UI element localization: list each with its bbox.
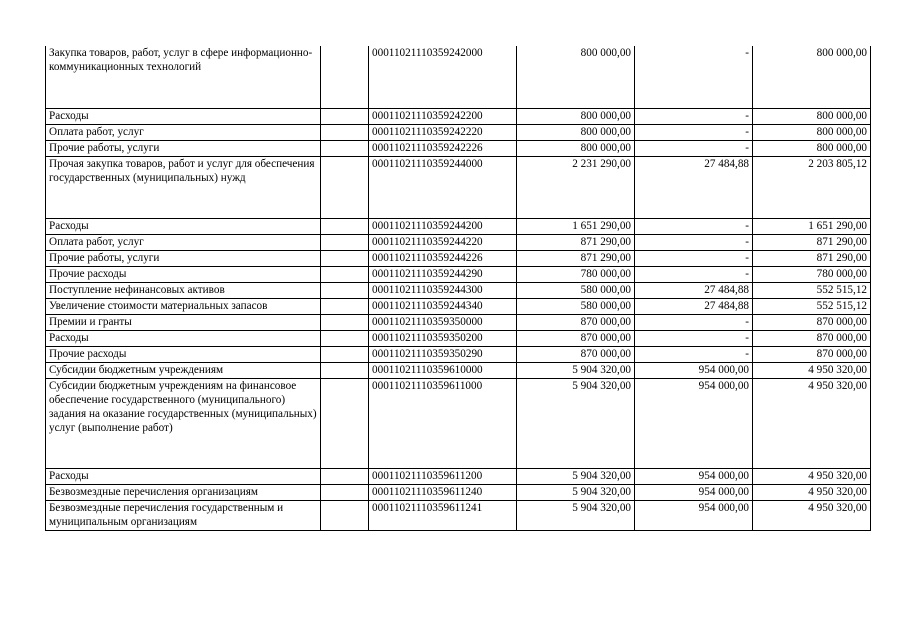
row-name-cell: Оплата работ, услуг [46, 234, 321, 250]
row-code-cell: 00011021110359611000 [369, 378, 517, 468]
row-plan-cell: 871 290,00 [517, 234, 635, 250]
table-row [46, 46, 871, 108]
row-rest-cell: 780 000,00 [753, 266, 871, 282]
row-spacer-cell [321, 330, 369, 346]
row-rest-cell: 870 000,00 [753, 346, 871, 362]
row-code-cell: 00011021110359244340 [369, 298, 517, 314]
table-row [46, 484, 871, 500]
row-name-cell: Субсидии бюджетным учреждениям на финансовое обеспечение государственного (муниципального) задания на оказание государственных (муниципальных) услуг (выполнение работ) [46, 378, 321, 468]
row-name-cell: Безвозмездные перечисления государственным и муниципальным организациям [46, 500, 321, 530]
row-code-cell: 00011021110359244220 [369, 234, 517, 250]
row-done-cell: 27 484,88 [635, 156, 753, 218]
row-plan-cell: 870 000,00 [517, 330, 635, 346]
row-plan-cell: 871 290,00 [517, 250, 635, 266]
row-name-cell: Закупка товаров, работ, услуг в сфере информационно-коммуникационных технологий [46, 46, 321, 108]
row-plan-cell: 800 000,00 [517, 46, 635, 108]
row-code-cell: 00011021110359350200 [369, 330, 517, 346]
row-name-cell: Прочая закупка товаров, работ и услуг для обеспечения государственных (муниципальных) нужд [46, 156, 321, 218]
row-name-cell: Безвозмездные перечисления организациям [46, 484, 321, 500]
table-row [46, 500, 871, 530]
table-row [46, 378, 871, 468]
row-rest-cell: 871 290,00 [753, 234, 871, 250]
row-rest-cell: 4 950 320,00 [753, 378, 871, 468]
row-rest-cell: 4 950 320,00 [753, 362, 871, 378]
table-row [46, 298, 871, 314]
table-row [46, 234, 871, 250]
row-code-cell: 00011021110359611240 [369, 484, 517, 500]
row-rest-cell: 2 203 805,12 [753, 156, 871, 218]
table-body [46, 46, 871, 530]
row-spacer-cell [321, 124, 369, 140]
row-rest-cell: 4 950 320,00 [753, 484, 871, 500]
row-rest-cell: 552 515,12 [753, 282, 871, 298]
row-code-cell: 00011021110359350290 [369, 346, 517, 362]
table-row [46, 156, 871, 218]
row-rest-cell: 800 000,00 [753, 140, 871, 156]
row-code-cell: 00011021110359610000 [369, 362, 517, 378]
row-code-cell: 00011021110359244200 [369, 218, 517, 234]
row-done-cell: - [635, 266, 753, 282]
row-rest-cell: 800 000,00 [753, 46, 871, 108]
row-done-cell: - [635, 108, 753, 124]
row-spacer-cell [321, 346, 369, 362]
budget-execution-table [45, 46, 871, 531]
row-name-cell: Расходы [46, 330, 321, 346]
row-rest-cell: 800 000,00 [753, 108, 871, 124]
row-rest-cell: 552 515,12 [753, 298, 871, 314]
table-row [46, 218, 871, 234]
row-plan-cell: 5 904 320,00 [517, 362, 635, 378]
row-spacer-cell [321, 234, 369, 250]
row-done-cell: 954 000,00 [635, 484, 753, 500]
row-spacer-cell [321, 156, 369, 218]
row-done-cell: - [635, 234, 753, 250]
table-row [46, 362, 871, 378]
row-plan-cell: 800 000,00 [517, 140, 635, 156]
row-plan-cell: 580 000,00 [517, 298, 635, 314]
row-spacer-cell [321, 46, 369, 108]
row-name-cell: Оплата работ, услуг [46, 124, 321, 140]
report-page [45, 46, 870, 531]
row-spacer-cell [321, 218, 369, 234]
row-code-cell: 00011021110359244226 [369, 250, 517, 266]
row-name-cell: Прочие расходы [46, 266, 321, 282]
table-row [46, 250, 871, 266]
row-plan-cell: 870 000,00 [517, 314, 635, 330]
row-spacer-cell [321, 468, 369, 484]
row-code-cell: 00011021110359244000 [369, 156, 517, 218]
row-code-cell: 00011021110359350000 [369, 314, 517, 330]
row-code-cell: 00011021110359242000 [369, 46, 517, 108]
row-done-cell: - [635, 218, 753, 234]
row-spacer-cell [321, 484, 369, 500]
row-rest-cell: 1 651 290,00 [753, 218, 871, 234]
row-done-cell: 954 000,00 [635, 362, 753, 378]
row-name-cell: Расходы [46, 218, 321, 234]
table-row [46, 346, 871, 362]
row-done-cell: 954 000,00 [635, 378, 753, 468]
row-done-cell: 954 000,00 [635, 468, 753, 484]
row-code-cell: 00011021110359242220 [369, 124, 517, 140]
row-code-cell: 00011021110359611200 [369, 468, 517, 484]
row-code-cell: 00011021110359242200 [369, 108, 517, 124]
row-plan-cell: 5 904 320,00 [517, 378, 635, 468]
row-rest-cell: 800 000,00 [753, 124, 871, 140]
row-rest-cell: 870 000,00 [753, 330, 871, 346]
row-name-cell: Поступление нефинансовых активов [46, 282, 321, 298]
row-name-cell: Расходы [46, 468, 321, 484]
row-code-cell: 00011021110359611241 [369, 500, 517, 530]
row-done-cell: - [635, 346, 753, 362]
row-name-cell: Субсидии бюджетным учреждениям [46, 362, 321, 378]
row-code-cell: 00011021110359242226 [369, 140, 517, 156]
table-row [46, 330, 871, 346]
row-done-cell: - [635, 124, 753, 140]
row-name-cell: Расходы [46, 108, 321, 124]
row-done-cell: - [635, 46, 753, 108]
row-plan-cell: 800 000,00 [517, 124, 635, 140]
row-name-cell: Прочие работы, услуги [46, 250, 321, 266]
row-code-cell: 00011021110359244290 [369, 266, 517, 282]
row-spacer-cell [321, 298, 369, 314]
row-rest-cell: 871 290,00 [753, 250, 871, 266]
table-row [46, 314, 871, 330]
row-name-cell: Премии и гранты [46, 314, 321, 330]
table-row [46, 124, 871, 140]
row-done-cell: 27 484,88 [635, 282, 753, 298]
row-spacer-cell [321, 282, 369, 298]
table-row [46, 266, 871, 282]
row-rest-cell: 4 950 320,00 [753, 468, 871, 484]
row-plan-cell: 5 904 320,00 [517, 468, 635, 484]
row-plan-cell: 1 651 290,00 [517, 218, 635, 234]
row-code-cell: 00011021110359244300 [369, 282, 517, 298]
row-plan-cell: 780 000,00 [517, 266, 635, 282]
row-spacer-cell [321, 266, 369, 282]
row-done-cell: - [635, 314, 753, 330]
row-name-cell: Увеличение стоимости материальных запасов [46, 298, 321, 314]
row-spacer-cell [321, 108, 369, 124]
row-rest-cell: 870 000,00 [753, 314, 871, 330]
row-spacer-cell [321, 378, 369, 468]
row-plan-cell: 580 000,00 [517, 282, 635, 298]
row-spacer-cell [321, 250, 369, 266]
row-rest-cell: 4 950 320,00 [753, 500, 871, 530]
row-plan-cell: 800 000,00 [517, 108, 635, 124]
row-done-cell: - [635, 140, 753, 156]
row-spacer-cell [321, 362, 369, 378]
table-row [46, 468, 871, 484]
row-spacer-cell [321, 140, 369, 156]
row-done-cell: 27 484,88 [635, 298, 753, 314]
table-row [46, 282, 871, 298]
row-plan-cell: 2 231 290,00 [517, 156, 635, 218]
row-name-cell: Прочие расходы [46, 346, 321, 362]
row-plan-cell: 5 904 320,00 [517, 500, 635, 530]
table-row [46, 140, 871, 156]
row-done-cell: - [635, 330, 753, 346]
row-plan-cell: 870 000,00 [517, 346, 635, 362]
row-name-cell: Прочие работы, услуги [46, 140, 321, 156]
row-spacer-cell [321, 500, 369, 530]
row-spacer-cell [321, 314, 369, 330]
row-done-cell: 954 000,00 [635, 500, 753, 530]
row-plan-cell: 5 904 320,00 [517, 484, 635, 500]
row-done-cell: - [635, 250, 753, 266]
table-row [46, 108, 871, 124]
